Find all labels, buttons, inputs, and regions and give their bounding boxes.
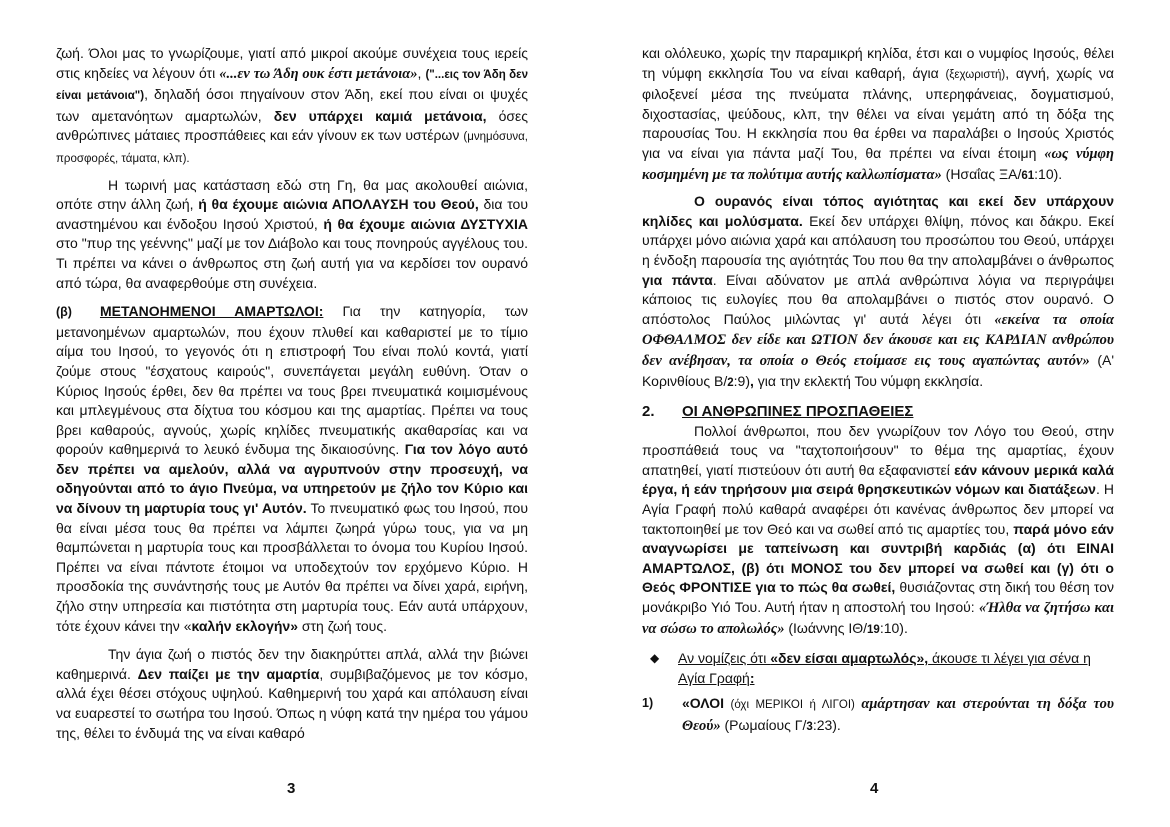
text-run: για πάντα [642, 271, 713, 288]
text-run: :23). [812, 717, 841, 733]
text-run: (Ησαΐας ΞΑ/ [941, 165, 1022, 182]
text-run: ή θα έχουμε αιώνια ΔΥΣΤΥΧΙΑ [323, 215, 528, 232]
text-run: (Ιωάννης ΙΘ/ [784, 619, 868, 636]
text-run: 61 [1021, 169, 1035, 182]
text-run: , [417, 64, 426, 81]
text-run: αμάρτησαν και στερούνται τη δόξα του Θεού» [682, 696, 1114, 734]
text-run: όσες ανθρώπινες μάταιες προσπάθειες και εάν γίνουν εκ των υστέρων [56, 107, 528, 144]
text-run: δια του αναστημένου και ένδοξου Ιησού Χριστού, [56, 196, 528, 232]
text-run: (όχι ΜΕΡΙΚΟΙ ή ΛΙΓΟΙ) [724, 699, 862, 712]
text-run: (ξεχωριστή) [945, 68, 1006, 81]
text-run: «εκείνα τα οποία ΟΦΘΑΛΜΟΣ δεν είδε και ΩΤΙΟΝ δεν άκουσε και εις ΚΑΡΔΙΑΝ ανθρώπου δεν ανέβησαν, τα οποία ο Θεός ετοίμασε εις τους αγαπώντας αυτόν» [642, 311, 1114, 369]
text-run: «ΟΛΟΙ [682, 695, 725, 712]
text-run: ΜΕΤΑΝΟΗΜΕΝΟΙ ΑΜΑΡΤΩΛΟΙ: [99, 303, 324, 320]
text-run: εάν κάνουν μερικά καλά έργα, ή εάν τηρήσουν μια σειρά θρησκευτικών νόμων και διατάξεων [642, 461, 1114, 498]
bullet-item-text [678, 649, 1114, 688]
text-run: , αγνή, χωρίς να φιλοξενεί μέσα της πνεύματα πλάνης, υπερηφάνειας, δογματισμού, διχοστασίας, ψεύδους, κλπ, την θέλει να είναι γεμάτη από τη δόξα της παρουσίας Του. Η εκκλησία που θα έρθει να παραλάβει ο Ιησούς Χριστός για να είναι για πάντα μαζί Του, θα πρέπει να είναι έτοιμη [642, 64, 1114, 161]
numbered-item-text [682, 694, 1114, 737]
text-run: (μνημόσυνα, προσφορές, τάματα, κλπ). [56, 131, 528, 165]
text-run: . Η Αγία Γραφή πολύ καθαρά αναφέρει ότι κανένας άνθρωπος δεν μπορεί να τακτοποιηθεί με τον Θεό και να σωθεί από τις αμαρτίες του, [642, 481, 1114, 537]
section-heading-2 [642, 402, 1114, 422]
text-run: ("...εις τον Άδη δεν είναι μετάνοια") [56, 68, 528, 103]
left-paragraph-1 [56, 44, 528, 170]
text-run: παρά μόνο εάν αναγνωρίσει με ταπείνωση και συντριβή καρδιάς (α) ότι ΕΙΝΑΙ ΑΜΑΡΤΩΛΟΣ, (β) ότι ΜΟΝΟΣ του δεν μπορεί να σωθεί και (γ) ότι ο Θεός ΦΡΟΝΤΙΣΕ για το πώς θα σωθεί, [642, 520, 1114, 596]
text-run: Το πνευματικό φως του Ιησού, που θα είναι μέσα τους θα πρέπει να λάμπει ζωηρά γύρω τους, για να μη θαμπώνεται η μαρτυρία τους και προσβάλλεται το όνομα του Κυρίου Ιησού. Πρέπει να είναι πάντοτε έτοιμοι να υποδεχτούν τον ερχόμενο Κύριο. Η προσδοκία της συνάντησής τους με Αυτόν θα πρέπει να δίνει χαρά, ειρήνη, ζήλο στην υπηρεσία και πιστότητα στη μαρτυρία τους. Εάν αυτά υπάρχουν, τότε έχουν κάνει την « [56, 500, 528, 634]
text-run: Η τωρινή μας κατάσταση εδώ στη Γη, θα μας ακολουθεί αιώνια, οπότε στην άλλη ζωή, [56, 176, 528, 213]
text-run: «δεν είσαι αμαρτωλός», [770, 650, 929, 667]
bullet-item [642, 649, 1114, 688]
text-run: (Ρωμαίους Γ/ [720, 717, 807, 733]
text-run: στη ζωή τους. [297, 617, 387, 634]
text-run: Πολλοί άνθρωποι, που δεν γνωρίζουν τον Λόγο του Θεού, στην προσπάθειά τους να "ταχτοποιήσουν" το θέμα της αμαρτίας, έχουν απατηθεί, γιατί πιστεύουν ότι αυτή θα εξαφανιστεί [642, 422, 1114, 478]
numbered-item-1 [642, 694, 1114, 737]
text-run: , δηλαδή όσοι πηγαίνουν στον Άδη, εκεί που είναι οι ψυχές των αμετανόητων αμαρτωλών, [56, 86, 528, 124]
text-run: δεν υπάρχει καμιά μετάνοια, [273, 107, 487, 124]
right-paragraph-2 [642, 192, 1114, 393]
text-run: για την εκλεκτή Του νύμφη εκκλησία. [753, 372, 984, 389]
right-paragraph-1 [642, 44, 1114, 186]
left-page-column [56, 44, 528, 743]
text-run: «Ήλθα να ζητήσω και να σώσω το απολωλός» [642, 600, 1114, 637]
section-heading-text: ΟΙ ΑΝΘΡΩΠΙΝΕΣ ΠΡΟΣΠΑΘΕΙΕΣ [682, 403, 914, 421]
left-paragraph-3-body [56, 303, 528, 634]
text-run: και ολόλευκο, χωρίς την παραμικρή κηλίδα, έτσι και ο νυμφίος Ιησούς, θέλει τη νύμφη εκκλησία Του να είναι καθαρή, άγια [642, 45, 1114, 81]
text-run: Για την κατηγορία, των μετανοημένων αμαρτωλών, που έχουν πλυθεί και καθαριστεί με το τίμιο αίμα του Ιησού, το γεγονός ότι η επιστροφή Του είναι πολύ κοντά, γιατί ζούμε στους "έσχατους καιρούς", συνεπάγεται μεγάλη ευθύνη. Όταν ο Κύριος Ιησούς έρθει, δεν θα πρέπει να τους βρει πνευματικά κοιμισμένους και μπλεγμένους στα δίχτυα του κόσμου και της αμαρτίας. Πρέπει να τους βρει καθαρούς, αγνούς, χωρίς κηλίδες πνευματικής ακαθαρσίας και να φορούν καθημερινά το λευκό ένδυμα της δικαιοσύνης. [56, 303, 528, 458]
text-run: καλήν εκλογήν» [191, 617, 298, 634]
text-run: Εκεί δεν υπάρχει θλίψη, πόνος και δάκρυ. Εκεί υπάρχει μόνο αιώνια χαρά και απόλαυση του προσώπου του Θεού, υπάρχει η ένδοξη παρουσία της αγιότητάς Του που θα την απολαμβάνει ο άνθρωπος [642, 212, 1114, 268]
text-run: ή θα έχουμε αιώνια ΑΠΟΛΑΥΣΗ του Θεού, [198, 196, 479, 213]
text-run: , συμβιβαζόμενος με τον κόσμο, αλλά έχει θέσει στόχους υψηλού. Καθημερινή του χαρά και απόλαυση είναι να ευαρεστεί το σωτήρα του Ιησού. Όπως η νύφη κατά την ημέρα του γάμου της, θέλει το ένδυμά της να είναι καθαρό [56, 665, 528, 741]
text-run: Δεν παίζει με την αμαρτία [137, 665, 320, 682]
right-page-column [642, 44, 1114, 738]
text-run: , [749, 372, 754, 389]
section-heading-number: 2. [642, 403, 655, 421]
text-run: θυσιάζοντας στη δική του θέση τον μονάκριβο Υιό Του. Αυτή ήταν η αποστολή του Ιησού: [642, 579, 1114, 616]
text-run: Ο ουρανός είναι τόπος αγιότητας και εκεί δεν υπάρχουν κηλίδες και μολύσματα. [642, 193, 1114, 229]
text-run: στο "πυρ της γεέννης" μαζί με τον Διάβολο και τους πονηρούς αγγέλους του. Τι πρέπει να κάνει ο άνθρωπος στη ζωή αυτή για να κερδίσει τον ουρανό από τώρα, θα αναφερθούμε στη συνέχεια. [56, 235, 528, 291]
text-run: . Είναι αδύνατον με απλά ανθρώπινα λόγια να περιγράψει κάποιος τις ευλογίες που θα απολαμβάνει ο πιστός στον ουρανό. Ο απόστολος Παύλος μιλώντας γι' αυτά λέγει ότι [642, 271, 1114, 327]
text-run: Αν νομίζεις ότι [678, 650, 771, 667]
text-run: : [749, 669, 755, 686]
right-paragraph-3 [642, 422, 1114, 641]
text-run: Την άγια ζωή ο πιστός δεν την διακηρύττει απλά, αλλά την βιώνει καθημερινά. [56, 646, 528, 682]
text-run: 3 [806, 721, 813, 733]
left-paragraph-4 [56, 645, 528, 743]
text-run: ζωή. Όλοι μας το γνωρίζουμε, γιατί από μικροί ακούμε συνέχεια τους ιερείς στις κηδείες να λέγουν ότι [56, 45, 528, 81]
text-run: άκουσε τι λέγει για σένα η Αγία Γραφή [678, 650, 1091, 686]
text-run: :10). [1034, 165, 1063, 182]
text-run: 19 [867, 623, 880, 636]
text-run: :10). [879, 619, 908, 636]
right-page-number: 4 [870, 780, 879, 797]
text-run: (Α' Κορινθίους Β/ [642, 351, 1114, 389]
text-run: Για τον λόγο αυτό δεν πρέπει να αμελούν, αλλά να αγρυπνούν στην προσευχή, να οδηγούνται από το άγιο Πνεύμα, να υπηρετούν με ζήλο τον Κύριο και να δίνουν τη μαρτυρία τους γι' Αυτόν. [56, 441, 528, 517]
text-run: 2 [727, 376, 734, 389]
text-run: «...εν τω Άδη ουκ έστι μετάνοια» [219, 65, 418, 82]
left-page-number: 3 [287, 780, 296, 797]
numbered-item-marker: 1) [642, 696, 654, 711]
left-paragraph-2 [56, 176, 528, 294]
diamond-bullet-icon: ◆ [650, 651, 660, 666]
left-paragraph-3 [56, 302, 528, 636]
text-run: «ως νύμφη κοσμημένη με τα πολύτιμα αυτής καλλωπίσματα» [642, 145, 1114, 183]
text-run: :9) [733, 372, 750, 389]
section-label-b: (β) [56, 305, 72, 320]
